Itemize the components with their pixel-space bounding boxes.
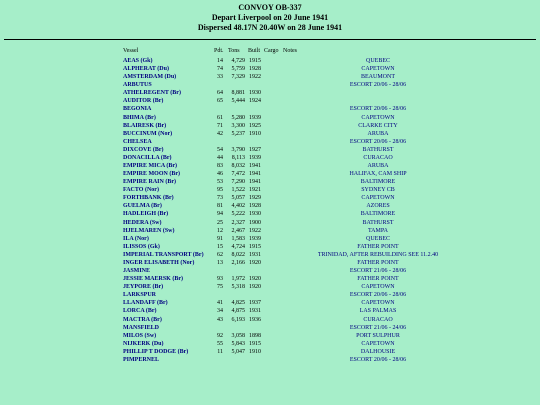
built-cell: 1921 — [249, 187, 261, 194]
pdt-cell: 12 — [217, 227, 223, 234]
built-cell: 1910 — [249, 348, 261, 355]
vessel-link[interactable]: LORCA (Br) — [123, 308, 157, 315]
notes-link[interactable]: SYDNEY CB — [361, 187, 395, 194]
table-row — [0, 219, 540, 227]
notes-link[interactable]: FATHER POINT — [357, 243, 399, 250]
built-cell: 1937 — [249, 300, 261, 307]
notes-link[interactable]: BATHURST — [362, 219, 394, 226]
pdt-cell: 42 — [217, 130, 223, 137]
table-row — [0, 316, 540, 324]
tons-cell: 6,193 — [231, 316, 245, 323]
notes-link[interactable]: CAPETOWN — [361, 195, 395, 202]
vessel-link[interactable]: GUELMA (Br) — [123, 203, 162, 210]
column-header-pdt: Pdt. — [214, 48, 224, 54]
tons-cell: 3,058 — [231, 332, 245, 339]
notes-link[interactable]: CAPETOWN — [361, 114, 395, 121]
table-row — [0, 291, 540, 299]
vessel-link[interactable]: ALPHERAT (Du) — [123, 66, 169, 73]
built-cell: 1915 — [249, 243, 261, 250]
pdt-cell: 11 — [217, 348, 223, 355]
tons-cell: 8,022 — [231, 251, 245, 258]
table-row — [0, 356, 540, 364]
table-row — [0, 154, 540, 162]
table-row — [0, 170, 540, 178]
notes-link[interactable]: ARUBA — [367, 163, 389, 170]
tons-cell: 5,759 — [231, 66, 245, 73]
notes-link[interactable]: TAMPA — [368, 227, 388, 234]
tons-cell: 1,972 — [231, 276, 245, 283]
built-cell: 1929 — [249, 195, 261, 202]
built-cell: 1941 — [249, 171, 261, 178]
built-cell: 1927 — [249, 146, 261, 153]
tons-cell: 4,729 — [231, 58, 245, 64]
built-cell: 1939 — [249, 114, 261, 121]
tons-cell: 5,237 — [231, 130, 245, 137]
notes-link[interactable]: ESCORT 21/06 - 28/06 — [349, 268, 407, 275]
vessel-link[interactable]: BUCCINUM (Nor) — [123, 130, 173, 137]
table-row — [0, 307, 540, 315]
vessel-link[interactable]: MACTRA (Br) — [123, 316, 162, 323]
vessel-link[interactable]: DIXCOVE (Br) — [123, 146, 164, 153]
tons-cell: 2,467 — [231, 227, 245, 234]
tons-cell: 3,790 — [231, 146, 245, 153]
table-row — [0, 65, 540, 73]
vessel-link[interactable]: FACTO (Nor) — [123, 187, 159, 194]
table-row — [0, 267, 540, 275]
vessel-link[interactable]: BLAIRESK (Br) — [123, 122, 167, 129]
table-row — [0, 122, 540, 130]
built-cell: 1928 — [249, 203, 261, 210]
tons-cell: 8,881 — [231, 90, 245, 97]
vessel-link[interactable]: FORTHBANK (Br) — [123, 195, 174, 202]
pdt-cell: 75 — [217, 284, 223, 291]
pdt-cell: 33 — [217, 74, 223, 81]
vessel-link[interactable]: ARBUTUS — [123, 82, 152, 89]
table-row — [0, 275, 540, 283]
column-headers — [0, 47, 540, 57]
built-cell: 1931 — [249, 251, 261, 258]
convoy-title: CONVOY OB-337 — [238, 3, 302, 12]
vessel-link[interactable]: AUDITOR (Br) — [123, 98, 164, 105]
built-cell: 1910 — [249, 130, 261, 137]
table-row — [0, 340, 540, 348]
notes-link[interactable]: FATHER POINT — [357, 276, 399, 283]
vessel-link[interactable]: MILOS (Sw) — [123, 332, 157, 339]
pdt-cell: 64 — [217, 90, 223, 97]
tons-cell: 7,290 — [231, 179, 245, 186]
vessel-link[interactable]: BEGONIA — [123, 106, 152, 113]
tons-cell: 5,222 — [231, 211, 245, 218]
vessel-link[interactable]: EMPIRE MICA (Br) — [123, 163, 177, 170]
table-row — [0, 89, 540, 97]
built-cell: 1920 — [249, 259, 261, 266]
column-header-built: Built — [248, 48, 261, 54]
pdt-cell: 92 — [217, 332, 223, 339]
built-cell: 1930 — [249, 90, 261, 97]
table-row — [0, 73, 540, 81]
table-row — [0, 105, 540, 113]
pdt-cell: 94 — [217, 211, 223, 218]
built-cell: 1941 — [249, 163, 261, 170]
notes-link[interactable]: FATHER POINT — [357, 259, 399, 266]
vessel-link[interactable]: INGER ELISABETH (Nor) — [123, 259, 195, 266]
vessel-link[interactable]: PHILLIP T DODGE (Br) — [123, 348, 189, 355]
tons-cell: 4,825 — [231, 300, 245, 307]
tons-cell: 7,472 — [231, 171, 245, 178]
table-row — [0, 283, 540, 291]
table-row — [0, 114, 540, 122]
table-row — [0, 162, 540, 170]
vessel-link[interactable]: CHELSEA — [123, 138, 152, 145]
pdt-cell: 91 — [217, 235, 223, 242]
tons-cell: 8,113 — [231, 154, 245, 161]
built-cell: 1915 — [249, 340, 261, 347]
pdt-cell: 54 — [217, 146, 223, 153]
built-cell: 1936 — [249, 316, 261, 323]
table-row — [0, 251, 540, 259]
tons-cell: 5,057 — [231, 195, 245, 202]
tons-cell: 2,166 — [231, 259, 245, 266]
table-row — [0, 332, 540, 340]
notes-link[interactable]: CAPETOWN — [361, 300, 395, 307]
vessel-link[interactable]: AEAS (Gk) — [123, 58, 153, 64]
vessel-link[interactable]: ILISSOS (Gk) — [123, 243, 160, 250]
pdt-cell: 15 — [217, 243, 223, 250]
vessel-link[interactable]: BHIMA (Br) — [123, 114, 156, 121]
table-row — [0, 138, 540, 146]
pdt-cell: 81 — [217, 203, 223, 210]
built-cell: 1920 — [249, 284, 261, 291]
built-cell: 1928 — [249, 66, 261, 73]
tons-cell: 5,843 — [231, 340, 245, 347]
table-row — [0, 348, 540, 356]
notes-link[interactable]: ESCORT 20/06 - 28/06 — [349, 292, 407, 299]
built-cell: 1931 — [249, 308, 261, 315]
table-row — [0, 97, 540, 105]
pdt-cell: 95 — [217, 187, 223, 194]
notes-link[interactable]: PORT SULPHUR — [356, 332, 400, 339]
vessel-link[interactable]: DONACILLA (Br) — [123, 154, 172, 161]
notes-link[interactable]: ESCORT 20/06 - 28/06 — [349, 356, 407, 363]
pdt-cell: 74 — [217, 66, 223, 73]
table-row — [0, 324, 540, 332]
tons-cell: 5,047 — [231, 348, 245, 355]
convoy-header — [0, 0, 540, 33]
tons-cell: 1,522 — [231, 187, 245, 194]
table-row — [0, 186, 540, 194]
table-row — [0, 194, 540, 202]
table-row — [0, 243, 540, 251]
notes-link[interactable]: QUEBEC — [366, 235, 390, 242]
tons-cell: 4,875 — [231, 308, 245, 315]
table-row — [0, 57, 540, 65]
column-header-vessel: Vessel — [123, 48, 139, 54]
vessel-link[interactable]: NIJKERK (Du) — [123, 340, 164, 347]
notes-link[interactable]: BALTIMORE — [360, 211, 396, 218]
notes-link[interactable]: ESCORT 20/06 - 28/06 — [349, 106, 407, 113]
notes-link[interactable]: ESCORT 20/06 - 28/06 — [349, 82, 407, 89]
built-cell: 1939 — [249, 235, 261, 242]
table-row — [0, 202, 540, 210]
notes-link[interactable]: CAPETOWN — [361, 340, 395, 347]
notes-link[interactable]: CAPETOWN — [361, 284, 395, 291]
pdt-cell: 41 — [217, 300, 223, 307]
vessel-link[interactable]: LARKSPUR — [123, 292, 157, 299]
notes-link[interactable]: ESCORT 20/06 - 28/06 — [349, 138, 407, 145]
notes-link[interactable]: TRINIDAD, AFTER REBUILDING SEE 11.2.40 — [317, 251, 439, 258]
pdt-cell: 62 — [217, 251, 223, 258]
pdt-cell: 93 — [217, 276, 223, 283]
vessel-link[interactable]: ATHELREGENT (Br) — [123, 90, 181, 97]
notes-link[interactable]: LAS PALMAS — [359, 308, 397, 315]
pdt-cell: 44 — [217, 154, 223, 161]
vessel-link[interactable]: HADLEIGH (Br) — [123, 211, 169, 218]
table-row — [0, 146, 540, 154]
table-row — [0, 81, 540, 89]
column-header-tons: Tons — [228, 48, 240, 54]
vessel-link[interactable]: PIMPERNEL — [123, 356, 159, 363]
vessel-link[interactable]: LLANDAFF (Br) — [123, 300, 168, 307]
pdt-cell: 65 — [217, 98, 223, 105]
tons-cell: 8,032 — [231, 163, 245, 170]
built-cell: 1900 — [249, 219, 261, 226]
notes-link[interactable]: AZORES — [366, 203, 390, 210]
built-cell: 1898 — [249, 332, 261, 339]
vessel-link[interactable]: ILA (Nor) — [123, 235, 149, 242]
built-cell: 1925 — [249, 122, 261, 129]
departure-line: Depart Liverpool on 20 June 1941 — [211, 13, 329, 22]
table-row — [0, 130, 540, 138]
notes-link[interactable]: DALHOUSIE — [360, 348, 396, 355]
pdt-cell: 34 — [217, 308, 223, 315]
table-row — [0, 178, 540, 186]
tons-cell: 4,402 — [231, 203, 245, 210]
vessel-link[interactable]: HEDERA (Sw) — [123, 219, 162, 226]
pdt-cell: 71 — [217, 122, 223, 129]
pdt-cell: 83 — [217, 163, 223, 170]
notes-link[interactable]: HALIFAX, CAM SHIP — [349, 171, 407, 178]
table-row — [0, 227, 540, 235]
notes-link[interactable]: BEAUMONT — [361, 74, 395, 81]
built-cell: 1939 — [249, 154, 261, 161]
table-row — [0, 299, 540, 307]
tons-cell: 5,280 — [231, 114, 245, 121]
tons-cell: 7,329 — [231, 74, 245, 81]
vessel-link[interactable]: IMPERIAL TRANSPORT (Br) — [123, 251, 204, 258]
tons-cell: 2,327 — [231, 219, 245, 226]
pdt-cell: 13 — [217, 259, 223, 266]
convoy-vessel-list — [0, 57, 540, 364]
tons-cell: 4,724 — [231, 243, 245, 250]
notes-link[interactable]: CAPETOWN — [361, 66, 395, 73]
pdt-cell: 73 — [217, 195, 223, 202]
vessel-link[interactable]: HJELMAREN (Sw) — [123, 227, 175, 234]
pdt-cell: 14 — [217, 58, 223, 64]
notes-link[interactable]: BATHURST — [362, 146, 394, 153]
notes-link[interactable]: ARUBA — [367, 130, 389, 137]
tons-cell: 1,583 — [231, 235, 245, 242]
tons-cell: 3,300 — [231, 122, 245, 129]
vessel-link[interactable]: AMSTERDAM (Du) — [123, 74, 177, 81]
column-header-notes: Notes — [283, 48, 297, 54]
notes-link[interactable]: ESCORT 21/06 - 24/06 — [349, 324, 407, 331]
notes-link[interactable]: CURACAO — [363, 316, 393, 323]
pdt-cell: 43 — [217, 316, 223, 323]
notes-link[interactable]: CLARKE CITY — [358, 122, 398, 129]
built-cell: 1920 — [249, 276, 261, 283]
column-header-cargo: Cargo — [264, 48, 279, 54]
tons-cell: 5,444 — [231, 98, 245, 105]
vessel-link[interactable]: EMPIRE MOON (Br) — [123, 171, 180, 178]
vessel-link[interactable]: JESSIE MAERSK (Br) — [123, 276, 184, 283]
vessel-link[interactable]: JEYPORE (Br) — [123, 284, 164, 291]
vessel-link[interactable]: MANSFIELD — [123, 324, 160, 331]
notes-link[interactable]: CURACAO — [363, 154, 393, 161]
built-cell: 1924 — [249, 98, 261, 105]
notes-link[interactable]: QUEBEC — [366, 58, 390, 64]
vessel-link[interactable]: JASMINE — [123, 268, 151, 275]
dispersal-line: Dispersed 48.17N 20.40W on 28 June 1941 — [197, 23, 343, 32]
tons-cell: 5,318 — [231, 284, 245, 291]
built-cell: 1941 — [249, 179, 261, 186]
table-row — [0, 259, 540, 267]
table-row — [0, 235, 540, 243]
built-cell: 1922 — [249, 227, 261, 234]
built-cell: 1915 — [249, 58, 261, 64]
vessel-link[interactable]: EMPIRE RAIN (Br) — [123, 179, 176, 186]
notes-link[interactable]: BALTIMORE — [360, 179, 396, 186]
pdt-cell: 46 — [217, 171, 223, 178]
pdt-cell: 55 — [217, 340, 223, 347]
table-row — [0, 210, 540, 218]
pdt-cell: 25 — [217, 219, 223, 226]
header-divider — [4, 39, 536, 40]
pdt-cell: 61 — [217, 114, 223, 121]
pdt-cell: 53 — [217, 179, 223, 186]
built-cell: 1922 — [249, 74, 261, 81]
built-cell: 1930 — [249, 211, 261, 218]
